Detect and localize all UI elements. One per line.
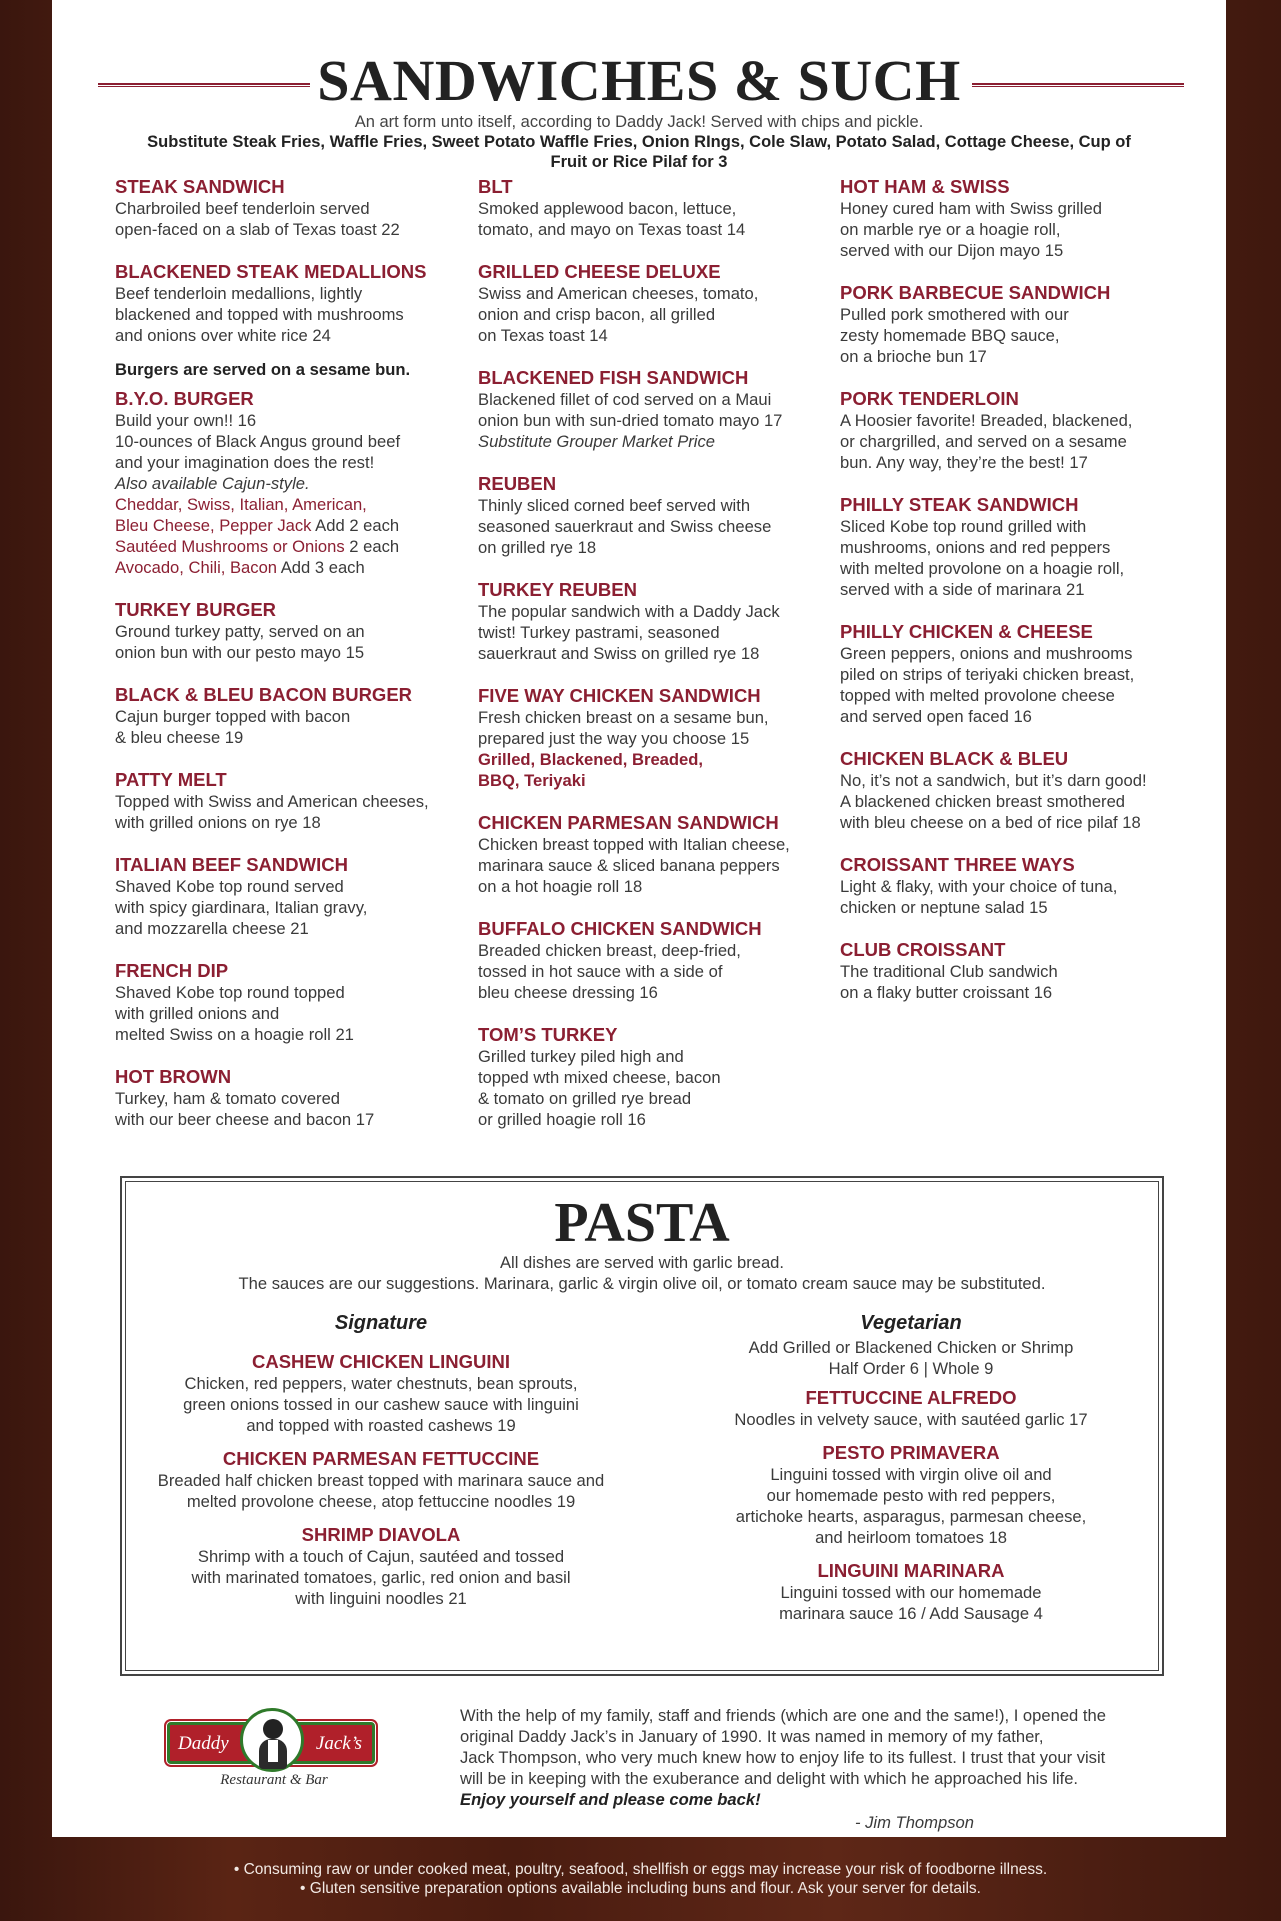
pasta-section bbox=[120, 1176, 1164, 1676]
burger-note: Burgers are served on a sesame bun. bbox=[115, 360, 411, 379]
menu-item bbox=[478, 261, 823, 346]
menu-item bbox=[115, 769, 460, 833]
menu-item bbox=[840, 282, 1185, 367]
logo-tagline: Restaurant & Bar bbox=[220, 1772, 328, 1788]
cheese-list: Cheddar, Swiss, Italian, American, bbox=[115, 495, 367, 514]
item-name: BUFFALO CHICKEN SANDWICH bbox=[478, 918, 762, 939]
item-name: REUBEN bbox=[478, 473, 557, 494]
menu-item bbox=[478, 812, 823, 897]
owner-story bbox=[460, 1705, 1200, 1833]
logo-word-2: Jack’s bbox=[315, 1733, 362, 1754]
item-desc: Fresh chicken breast on a sesame bun, prepared just the way you choose 15 bbox=[478, 708, 769, 748]
menu-item bbox=[115, 960, 460, 1045]
item-name: FETTUCCINE ALFREDO bbox=[805, 1387, 1017, 1408]
item-name: CHICKEN BLACK & BLEU bbox=[840, 748, 1069, 769]
item-name: LINGUINI MARINARA bbox=[817, 1560, 1005, 1581]
item-desc: Breaded half chicken breast topped with marinara sauce and melted provolone cheese, atop fettuccine noodles 19 bbox=[157, 1471, 605, 1511]
story-signature: - Jim Thompson bbox=[855, 1813, 974, 1832]
mascot-icon bbox=[240, 1708, 304, 1772]
menu-item bbox=[115, 599, 460, 663]
item-desc: Honey cured ham with Swiss grilled on marble rye or a hoagie roll, served with our Dijon mayo 15 bbox=[840, 199, 1102, 260]
item-options: Grilled, Blackened, Breaded, BBQ, Teriyaki bbox=[478, 750, 704, 790]
menu-item bbox=[478, 579, 823, 664]
cheese-list-2: Bleu Cheese, Pepper Jack bbox=[115, 516, 312, 535]
item-desc: Swiss and American cheeses, tomato, onion and crisp bacon, all grilled on Texas toast 14 bbox=[478, 284, 759, 345]
restaurant-logo bbox=[164, 1708, 379, 1800]
item-name: CHICKEN PARMESAN FETTUCCINE bbox=[222, 1448, 540, 1469]
logo-word-1: Daddy bbox=[178, 1733, 229, 1754]
pasta-item bbox=[671, 1387, 1151, 1430]
item-name: PORK BARBECUE SANDWICH bbox=[840, 282, 1111, 303]
menu-column-2 bbox=[478, 176, 823, 1151]
item-name: CASHEW CHICKEN LINGUINI bbox=[252, 1351, 510, 1372]
menu-item bbox=[840, 854, 1185, 918]
pasta-item bbox=[141, 1448, 621, 1512]
item-name: HOT BROWN bbox=[115, 1066, 232, 1087]
menu-item bbox=[478, 685, 823, 791]
menu-header bbox=[52, 50, 1226, 172]
item-name: PHILLY STEAK SANDWICH bbox=[840, 494, 1079, 515]
avocado-list: Avocado, Chili, Bacon bbox=[115, 558, 278, 577]
item-name: ITALIAN BEEF SANDWICH bbox=[115, 854, 348, 875]
item-desc: Green peppers, onions and mushrooms piled on strips of teriyaki chicken breast, topped with melted provolone cheese and served open faced 16 bbox=[840, 644, 1135, 726]
item-desc: Noodles in velvety sauce, with sautéed garlic 17 bbox=[734, 1410, 1088, 1429]
item-name: FIVE WAY CHICKEN SANDWICH bbox=[478, 685, 761, 706]
item-name: CHICKEN PARMESAN SANDWICH bbox=[478, 812, 779, 833]
menu-item bbox=[478, 176, 823, 240]
story-closing: Enjoy yourself and please come back! bbox=[460, 1790, 761, 1809]
item-name: PHILLY CHICKEN & CHEESE bbox=[840, 621, 1093, 642]
pasta-signature-column bbox=[141, 1312, 621, 1621]
footer-disclaimer bbox=[0, 1860, 1281, 1898]
item-desc: Turkey, ham & tomato covered with our beer cheese and bacon 17 bbox=[115, 1089, 375, 1129]
menu-item bbox=[840, 176, 1185, 261]
item-name: TURKEY BURGER bbox=[115, 599, 277, 620]
item-desc: Linguini tossed with our homemade marinara sauce 16 / Add Sausage 4 bbox=[779, 1583, 1043, 1623]
avocado-price: Add 3 each bbox=[277, 558, 365, 577]
menu-page bbox=[52, 0, 1226, 1837]
item-desc: Chicken, red peppers, water chestnuts, bean sprouts, green onions tossed in our cashew sauce with linguini and topped with roasted cashews 19 bbox=[183, 1374, 579, 1435]
item-name: BLACKENED STEAK MEDALLIONS bbox=[115, 261, 427, 282]
pasta-inner-frame bbox=[125, 1181, 1159, 1671]
item-name: PATTY MELT bbox=[115, 769, 227, 790]
addon-cheeses bbox=[115, 494, 460, 515]
story-text: With the help of my family, staff and friends (which are one and the same!), I opened the original Daddy Jack’s in January of 1990. It was named in memory of my father, Jack Thompson, who very much knew how to enjoy life to its fullest. I trust that your visit will be in keeping with the exuberance and delight with which he approached his life. bbox=[460, 1706, 1106, 1788]
menu-item bbox=[478, 1024, 823, 1130]
item-desc: Charbroiled beef tenderloin served open-faced on a slab of Texas toast 22 bbox=[115, 199, 400, 239]
section-title: SANDWICHES & SUCH bbox=[317, 48, 961, 113]
item-desc: Breaded chicken breast, deep-fried, tossed in hot sauce with a side of bleu cheese dressing 16 bbox=[478, 941, 741, 1002]
item-desc: Topped with Swiss and American cheeses, with grilled onions on rye 18 bbox=[115, 792, 429, 832]
menu-item bbox=[478, 367, 823, 452]
item-desc: Chicken breast topped with Italian cheese, marinara sauce & sliced banana peppers on a hot hoagie roll 18 bbox=[478, 835, 790, 896]
menu-item bbox=[115, 854, 460, 939]
item-desc: Blackened fillet of cod served on a Maui onion bun with sun-dried tomato mayo 17 bbox=[478, 390, 783, 430]
item-desc: Linguini tossed with virgin olive oil and our homemade pesto with red peppers, artichoke hearts, asparagus, parmesan cheese, and heirloom tomatoes 18 bbox=[735, 1465, 1087, 1547]
item-desc: Grilled turkey piled high and topped wth mixed cheese, bacon & tomato on grilled rye bread or grilled hoagie roll 16 bbox=[478, 1047, 721, 1129]
menu-item bbox=[115, 684, 460, 748]
item-name: PORK TENDERLOIN bbox=[840, 388, 1019, 409]
item-desc: Light & flaky, with your choice of tuna, chicken or neptune salad 15 bbox=[840, 877, 1118, 917]
pasta-item bbox=[141, 1351, 621, 1436]
item-name: CLUB CROISSANT bbox=[840, 939, 1006, 960]
item-substitute: Substitute Grouper Market Price bbox=[478, 432, 716, 451]
item-name: PESTO PRIMAVERA bbox=[822, 1442, 1000, 1463]
item-name: BLACK & BLEU BACON BURGER bbox=[115, 684, 413, 705]
item-desc: Beef tenderloin medallions, lightly blackened and topped with mushrooms and onions over white rice 24 bbox=[115, 284, 404, 345]
item-desc: Smoked applewood bacon, lettuce, tomato, and mayo on Texas toast 14 bbox=[478, 199, 746, 239]
addon-avocado bbox=[115, 557, 460, 578]
item-desc: Shaved Kobe top round topped with grilled onions and melted Swiss on a hoagie roll 21 bbox=[115, 983, 354, 1044]
item-name: TOM’S TURKEY bbox=[478, 1024, 618, 1045]
item-name: BLT bbox=[478, 176, 513, 197]
item-name: STEAK SANDWICH bbox=[115, 176, 285, 197]
menu-column-3 bbox=[840, 176, 1185, 1024]
item-name: HOT HAM & SWISS bbox=[840, 176, 1010, 197]
addon-mushrooms bbox=[115, 536, 460, 557]
item-name: CROISSANT THREE WAYS bbox=[840, 854, 1075, 875]
section-subtitle: An art form unto itself, according to Daddy Jack! Served with chips and pickle. bbox=[354, 113, 924, 131]
menu-item bbox=[478, 918, 823, 1003]
item-desc: Build your own!! 16 10-ounces of Black Angus ground beef and your imagination does the rest! bbox=[115, 411, 401, 472]
header-rule-left bbox=[98, 83, 310, 87]
vegetarian-heading: Vegetarian bbox=[860, 1312, 962, 1334]
item-name: TURKEY REUBEN bbox=[478, 579, 637, 600]
mascot-shirt bbox=[268, 1740, 278, 1762]
menu-item bbox=[840, 621, 1185, 727]
header-rule-right bbox=[972, 83, 1184, 87]
cajun-note: Also available Cajun-style. bbox=[115, 474, 310, 493]
substitutes-note: Substitute Steak Fries, Waffle Fries, Sweet Potato Waffle Fries, Onion RIngs, Cole Slaw, Potato Salad, Cottage Cheese, Cup of Fruit or Rice Pilaf for 3 bbox=[147, 133, 1131, 171]
pasta-note-1: All dishes are served with garlic bread. bbox=[499, 1253, 785, 1272]
menu-item bbox=[840, 748, 1185, 833]
pasta-note-2: The sauces are our suggestions. Marinara, garlic & virgin olive oil, or tomato cream sauce may be substituted. bbox=[238, 1274, 1046, 1293]
item-desc: Thinly sliced corned beef served with seasoned sauerkraut and Swiss cheese on grilled rye 18 bbox=[478, 496, 772, 557]
item-desc: The traditional Club sandwich on a flaky butter croissant 16 bbox=[840, 962, 1058, 1002]
pasta-item bbox=[671, 1442, 1151, 1548]
item-name: FRENCH DIP bbox=[115, 960, 229, 981]
menu-item bbox=[115, 388, 460, 578]
menu-item bbox=[840, 494, 1185, 600]
mascot-head bbox=[263, 1719, 283, 1739]
addon-cheeses-2 bbox=[115, 515, 460, 536]
item-name: B.Y.O. BURGER bbox=[115, 388, 254, 409]
protein-addon: Add Grilled or Blackened Chicken or Shrimp Half Order 6 | Whole 9 bbox=[748, 1338, 1074, 1378]
mushroom-price: 2 each bbox=[344, 537, 400, 556]
menu-item bbox=[115, 176, 460, 240]
item-desc: Pulled pork smothered with our zesty homemade BBQ sauce, on a brioche bun 17 bbox=[840, 305, 1069, 366]
cheese-price: Add 2 each bbox=[311, 516, 400, 535]
footer-line-1: • Consuming raw or under cooked meat, poultry, seafood, shellfish or eggs may increase your risk of foodborne illness. bbox=[233, 1861, 1048, 1878]
item-desc: The popular sandwich with a Daddy Jack twist! Turkey pastrami, seasoned sauerkraut and Swiss on grilled rye 18 bbox=[478, 602, 780, 663]
item-name: BLACKENED FISH SANDWICH bbox=[478, 367, 749, 388]
item-desc: Shrimp with a touch of Cajun, sautéed and tossed with marinated tomatoes, garlic, red onion and basil with linguini noodles 21 bbox=[191, 1547, 571, 1608]
signature-heading: Signature bbox=[334, 1312, 428, 1334]
footer-line-2: • Gluten sensitive preparation options available including buns and flour. Ask your server for details. bbox=[300, 1880, 981, 1897]
menu-item bbox=[478, 473, 823, 558]
menu-item bbox=[840, 388, 1185, 473]
menu-item bbox=[840, 939, 1185, 1003]
menu-item bbox=[115, 261, 460, 346]
item-name: SHRIMP DIAVOLA bbox=[301, 1524, 461, 1545]
pasta-title: PASTA bbox=[554, 1192, 730, 1254]
pasta-vegetarian-column bbox=[671, 1312, 1151, 1636]
pasta-item bbox=[671, 1560, 1151, 1624]
item-desc: No, it’s not a sandwich, but it’s darn good! A blackened chicken breast smothered with bleu cheese on a bed of rice pilaf 18 bbox=[840, 771, 1147, 832]
menu-item bbox=[115, 1066, 460, 1130]
pasta-item bbox=[141, 1524, 621, 1609]
item-desc: Ground turkey patty, served on an onion bun with our pesto mayo 15 bbox=[115, 622, 365, 662]
item-desc: Cajun burger topped with bacon & bleu cheese 19 bbox=[115, 707, 351, 747]
mushroom-list: Sautéed Mushrooms or Onions bbox=[115, 537, 345, 556]
menu-column-1 bbox=[115, 176, 460, 1151]
item-desc: Sliced Kobe top round grilled with mushrooms, onions and red peppers with melted provolone on a hoagie roll, served with a side of marinara 21 bbox=[840, 517, 1125, 599]
item-desc: Shaved Kobe top round served with spicy giardinara, Italian gravy, and mozzarella cheese 21 bbox=[115, 877, 368, 938]
item-desc: A Hoosier favorite! Breaded, blackened, or chargrilled, and served on a sesame bun. Any way, they’re the best! 17 bbox=[840, 411, 1133, 472]
item-name: GRILLED CHEESE DELUXE bbox=[478, 261, 721, 282]
